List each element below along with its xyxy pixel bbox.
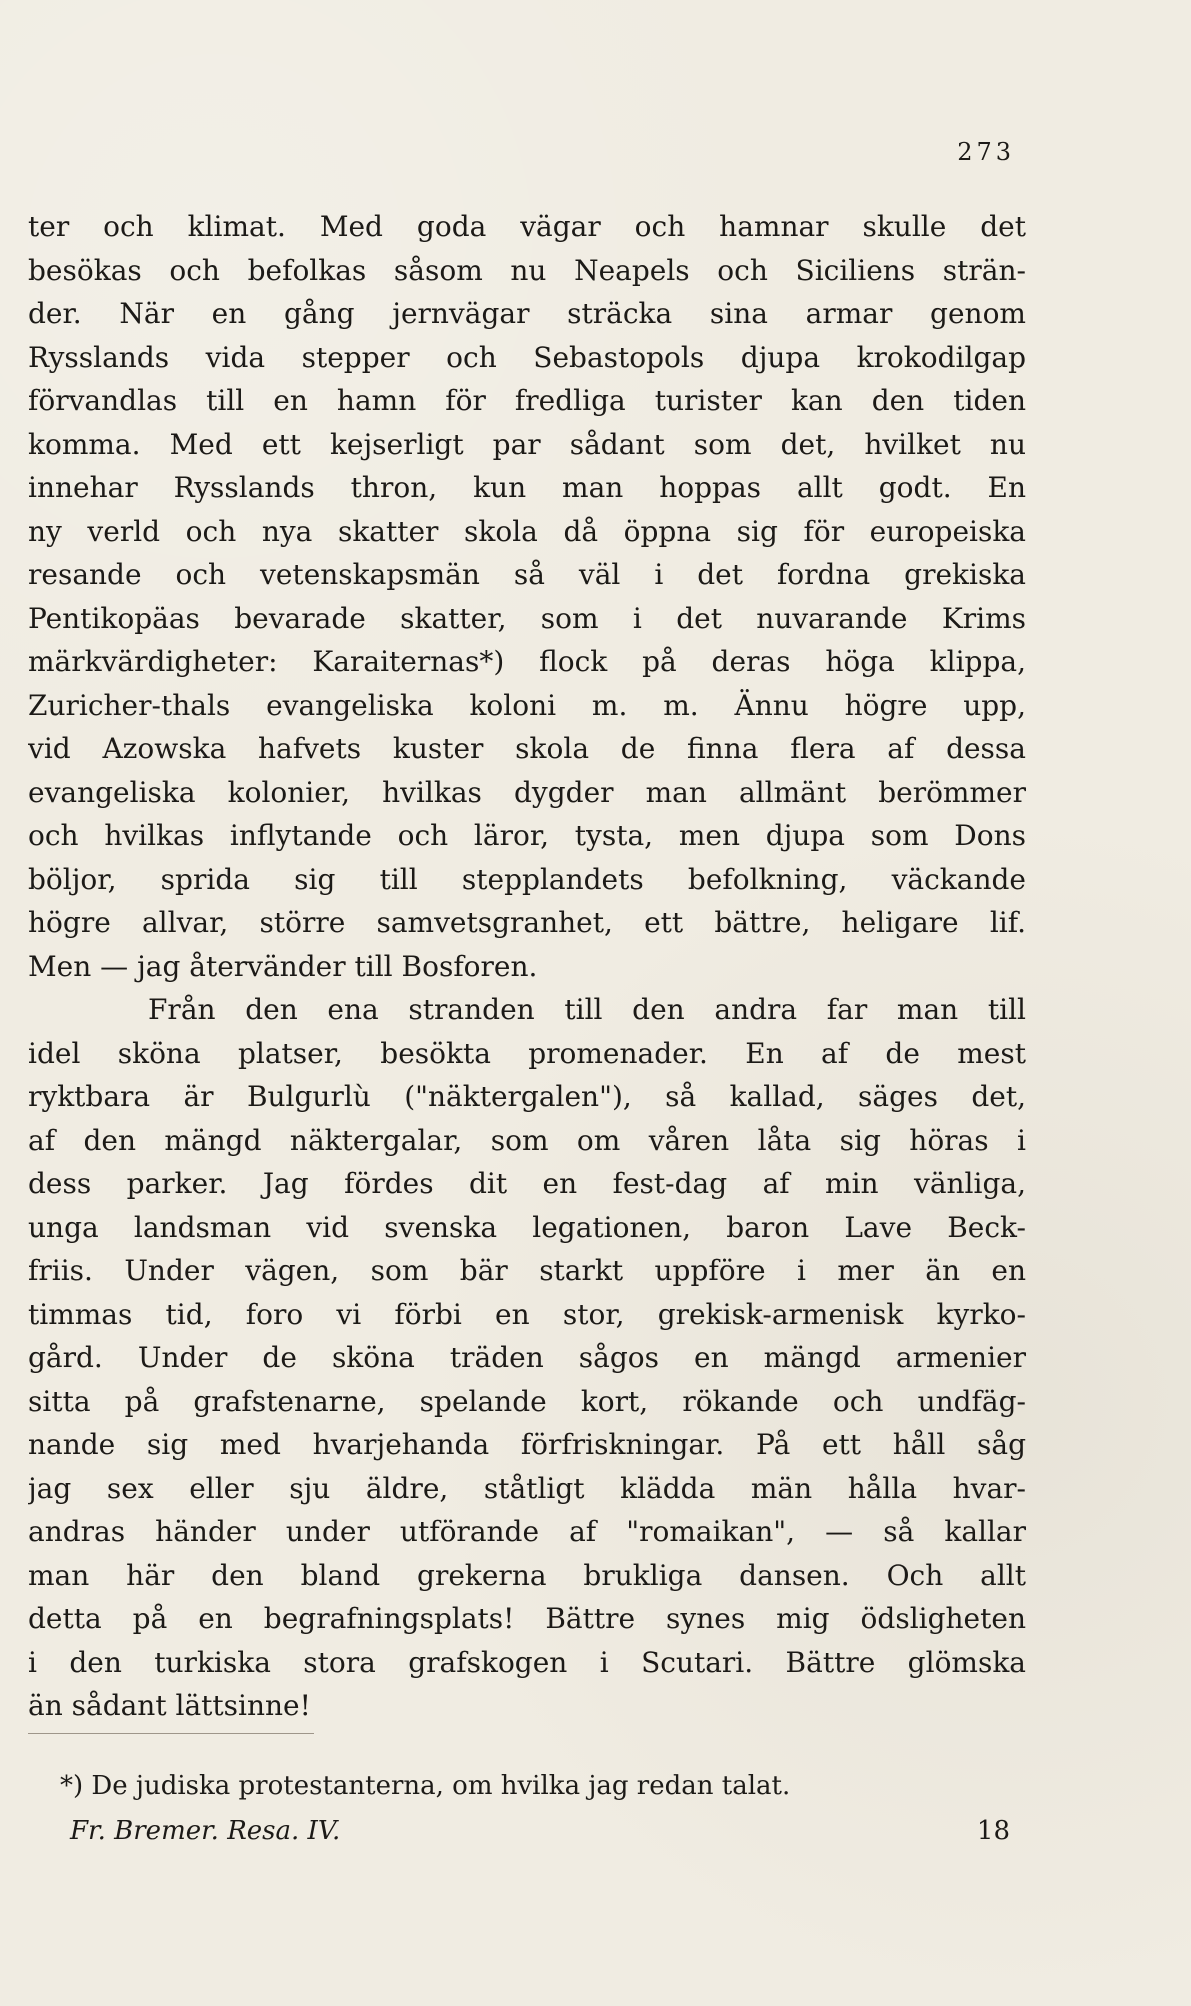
text-line-11: märkvärdigheter: Karaiternas*) flock på deras höga klippa,	[28, 645, 1026, 678]
text-line-19: Från den ena stranden till den andra far man till	[148, 993, 1026, 1026]
text-line-25: friis. Under vägen, som bär starkt uppföre i mer än en	[28, 1254, 1026, 1287]
text-line-8: ny verld och nya skatter skola då öppna sig för europeiska	[28, 514, 1026, 548]
text-line-33: detta på en begrafningsplats! Bättre synes mig ödsligheten	[28, 1602, 1026, 1635]
footnote-rule	[28, 1733, 314, 1734]
text-line-14: evangeliska kolonier, hvilkas dygder man allmänt berömmer	[28, 775, 1026, 809]
signature-line	[70, 1813, 1010, 1849]
text-line-29: nande sig med hvarjehanda förfriskningar. På ett håll såg	[28, 1428, 1026, 1461]
text-line-20: idel sköna platser, besökta promenader. En af de mest	[28, 1036, 1026, 1070]
text-line-1: ter och klimat. Med goda vägar och hamnar skulle det	[28, 210, 1026, 243]
text-line-3: der. När en gång jernvägar sträcka sina armar genom	[28, 297, 1026, 330]
text-line-24: unga landsman vid svenska legationen, baron Lave Beck-	[28, 1210, 1026, 1244]
text-line-28: sitta på grafstenarne, spelande kort, rökande och undfäg-	[28, 1384, 1026, 1418]
text-line-32: man här den bland grekerna brukliga dansen. Och allt	[28, 1558, 1026, 1592]
signature-right: 18	[976, 1816, 1010, 1846]
text-line-17: högre allvar, större samvetsgranhet, ett bättre, heligare lif.	[28, 906, 1026, 939]
text-line-4: Rysslands vida stepper och Sebastopols djupa krokodilgap	[28, 340, 1026, 374]
page-number: 273	[957, 138, 1015, 166]
text-line-16: böljor, sprida sig till stepplandets befolkning, väckande	[28, 862, 1026, 896]
text-line-7: innehar Rysslands thron, kun man hoppas allt godt. En	[28, 471, 1026, 504]
text-line-5: förvandlas till en hamn för fredliga turister kan den tiden	[28, 384, 1026, 417]
text-line-12: Zuricher-thals evangeliska koloni m. m. Ännu högre upp,	[28, 688, 1026, 722]
text-line-26: timmas tid, foro vi förbi en stor, grekisk-armenisk kyrko-	[28, 1297, 1026, 1331]
text-line-18: Men — jag återvänder till Bosforen.	[28, 949, 538, 983]
text-line-22: af den mängd näktergalar, som om våren låta sig höras i	[28, 1123, 1026, 1157]
text-line-10: Pentikopäas bevarade skatter, som i det nuvarande Krims	[28, 601, 1026, 635]
text-line-2: besökas och befolkas såsom nu Neapels och Siciliens strän-	[28, 253, 1026, 287]
text-line-6: komma. Med ett kejserligt par sådant som det, hvilket nu	[28, 427, 1026, 461]
text-line-31: andras händer under utförande af "romaikan", — så kallar	[28, 1515, 1026, 1548]
text-line-35: än sådant lättsinne!	[28, 1689, 311, 1722]
footnote: *) De judiska protestanterna, om hvilka jag redan talat.	[60, 1771, 791, 1801]
text-line-30: jag sex eller sju äldre, ståtligt klädda män hålla hvar-	[28, 1471, 1026, 1505]
text-line-15: och hvilkas inflytande och läror, tysta, men djupa som Dons	[28, 819, 1026, 852]
text-line-27: gård. Under de sköna träden sågos en mängd armenier	[28, 1341, 1026, 1374]
text-line-13: vid Azowska hafvets kuster skola de finna flera af dessa	[28, 732, 1026, 765]
text-line-21: ryktbara är Bulgurlù ("näktergalen"), så kallad, säges det,	[28, 1080, 1026, 1113]
signature-left: Fr. Bremer. Resa. IV.	[70, 1816, 341, 1846]
text-line-23: dess parker. Jag fördes dit en fest-dag af min vänliga,	[28, 1167, 1026, 1200]
text-line-9: resande och vetenskapsmän så väl i det fordna grekiska	[28, 558, 1026, 591]
text-line-34: i den turkiska stora grafskogen i Scutari. Bättre glömska	[28, 1645, 1026, 1679]
body-text	[28, 205, 1026, 1728]
